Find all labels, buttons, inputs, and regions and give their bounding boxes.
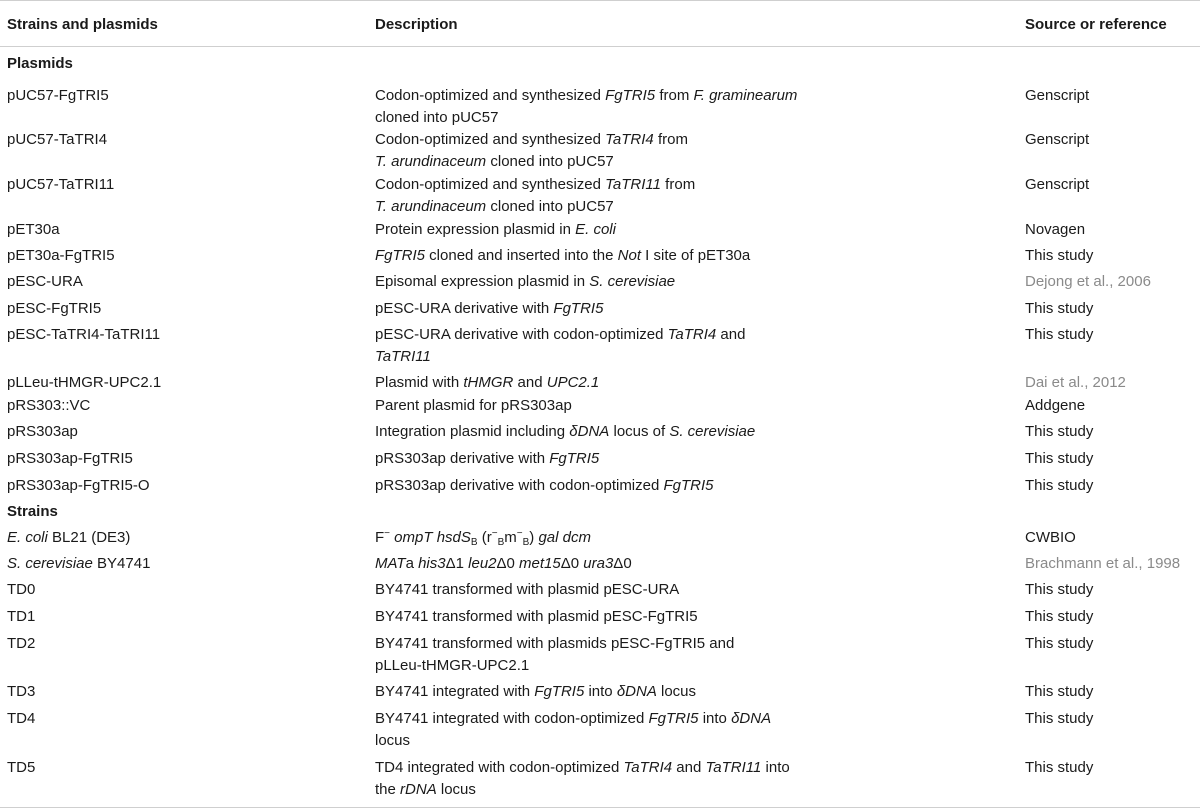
header-strains-plasmids: Strains and plasmids bbox=[0, 1, 375, 47]
strain-name: pRS303ap-FgTRI5 bbox=[7, 450, 133, 467]
description: Episomal expression plasmid in S. cerevisiae bbox=[375, 273, 676, 290]
table-row bbox=[0, 681, 1200, 708]
description: BY4741 transformed with plasmid pESC-URA bbox=[375, 581, 680, 598]
strain-name: TD5 bbox=[0, 757, 375, 807]
description: FgTRI5 cloned and inserted into the Not I site of pET30a bbox=[375, 247, 751, 264]
table-row bbox=[0, 527, 1200, 553]
table-row bbox=[0, 129, 1200, 174]
table-row bbox=[0, 708, 1200, 757]
strain-name: pRS303ap-FgTRI5-O bbox=[7, 477, 150, 494]
strain-name: E. coli BL21 (DE3) bbox=[7, 529, 131, 546]
source: This study bbox=[1025, 450, 1094, 467]
section-row bbox=[0, 47, 1200, 82]
source-reference-link[interactable]: Dejong et al., 2006 bbox=[1025, 273, 1151, 290]
description: F− ompT hsdS$_B$ $(r^-_Bm^-_B)$ gal dcm bbox=[375, 528, 591, 548]
source: Genscript bbox=[1025, 87, 1090, 104]
strain-name: TD0 bbox=[7, 581, 36, 598]
description: pESC-URA derivative with codon-optimized TaTRI4 and TaTRI11 bbox=[375, 326, 746, 365]
source-reference-link[interactable]: Brachmann et al., 1998 bbox=[1025, 555, 1181, 572]
table-row bbox=[0, 757, 1200, 807]
strain-name: pESC-TaTRI4-TaTRI11 bbox=[7, 326, 161, 343]
strain-name: pRS303ap bbox=[7, 423, 78, 440]
strain-name: TD2 bbox=[7, 635, 36, 652]
strain-name: TD3 bbox=[7, 683, 36, 700]
table-row bbox=[0, 81, 1200, 129]
strain-name: TD1 bbox=[7, 608, 36, 625]
description: BY4741 transformed with plasmid pESC-FgTRI5 bbox=[375, 608, 698, 625]
table-row bbox=[0, 448, 1200, 475]
description: pRS303ap derivative with codon-optimized FgTRI5 bbox=[375, 477, 714, 494]
strain-name: pUC57-FgTRI5 bbox=[7, 87, 109, 104]
strain-name: pESC-URA bbox=[7, 273, 83, 290]
section-strains: Strains bbox=[7, 503, 58, 520]
source: CWBIO bbox=[1025, 529, 1076, 546]
source: This study bbox=[1025, 326, 1094, 343]
description: TD4 integrated with codon-optimized TaTRI4 and TaTRI11 into the rDNA locus bbox=[375, 757, 1025, 807]
source: Genscript bbox=[1025, 131, 1090, 148]
source: This study bbox=[1025, 608, 1094, 625]
description: Parent plasmid for pRS303ap bbox=[375, 397, 572, 414]
description: Integration plasmid including δDNA locus of S. cerevisiae bbox=[375, 423, 756, 440]
description: BY4741 integrated with FgTRI5 into δDNA locus bbox=[375, 683, 697, 700]
description: pRS303ap derivative with FgTRI5 bbox=[375, 450, 600, 467]
table-row bbox=[0, 475, 1200, 501]
table-row bbox=[0, 606, 1200, 633]
strain-name: TD4 bbox=[7, 710, 36, 727]
table-row bbox=[0, 579, 1200, 606]
source: This study bbox=[1025, 683, 1094, 700]
table-row bbox=[0, 219, 1200, 245]
description: BY4741 transformed with plasmids pESC-FgTRI5 and pLLeu-tHMGR-UPC2.1 bbox=[375, 635, 735, 674]
table-row bbox=[0, 553, 1200, 579]
description: Codon-optimized and synthesized TaTRI4 from T. arundinaceum cloned into pUC57 bbox=[375, 131, 688, 170]
description: Protein expression plasmid in E. coli bbox=[375, 221, 616, 238]
strain-name: pET30a-FgTRI5 bbox=[7, 247, 115, 264]
description: Codon-optimized and synthesized FgTRI5 from F. graminearum cloned into pUC57 bbox=[375, 87, 798, 126]
section-plasmids: Plasmids bbox=[7, 55, 73, 72]
table-row bbox=[0, 298, 1200, 324]
strain-name: S. cerevisiae BY4741 bbox=[7, 555, 151, 572]
table-row bbox=[0, 271, 1200, 298]
strain-name: pUC57-TaTRI11 bbox=[7, 176, 115, 193]
strain-name: pUC57-TaTRI4 bbox=[7, 131, 108, 148]
table-row bbox=[0, 324, 1200, 372]
source-reference-link[interactable]: Dai et al., 2012 bbox=[1025, 374, 1126, 391]
source: This study bbox=[1025, 710, 1094, 727]
description: BY4741 integrated with codon-optimized FgTRI5 into δDNA locus bbox=[375, 710, 772, 749]
source: This study bbox=[1025, 300, 1094, 317]
header-source: Source or reference bbox=[1025, 1, 1200, 47]
description: MATa his3Δ1 leu2Δ0 met15Δ0 ura3Δ0 bbox=[375, 555, 632, 572]
header-row bbox=[0, 1, 1200, 47]
source: This study bbox=[1025, 477, 1094, 494]
source: This study bbox=[1025, 635, 1094, 652]
strain-name: pET30a bbox=[7, 221, 60, 238]
table-row bbox=[0, 395, 1200, 421]
table-row bbox=[0, 245, 1200, 271]
strain-name: pESC-FgTRI5 bbox=[7, 300, 102, 317]
source: Genscript bbox=[1025, 176, 1090, 193]
source: Addgene bbox=[1025, 397, 1086, 414]
table-row bbox=[0, 421, 1200, 448]
description: pESC-URA derivative with FgTRI5 bbox=[375, 300, 604, 317]
strain-name: pRS303::VC bbox=[7, 397, 91, 414]
description: Codon-optimized and synthesized TaTRI11 from T. arundinaceum cloned into pUC57 bbox=[375, 176, 696, 215]
source: This study bbox=[1025, 423, 1094, 440]
table-row bbox=[0, 372, 1200, 395]
table-row bbox=[0, 633, 1200, 681]
section-row bbox=[0, 501, 1200, 527]
strain-name: pLLeu-tHMGR-UPC2.1 bbox=[7, 374, 162, 391]
source: This study bbox=[1025, 247, 1094, 264]
header-description: Description bbox=[375, 1, 1025, 47]
description: Plasmid with tHMGR and UPC2.1 bbox=[375, 374, 600, 391]
source: This study bbox=[1025, 581, 1094, 598]
source: This study bbox=[1025, 757, 1200, 807]
source: Novagen bbox=[1025, 221, 1086, 238]
table-row bbox=[0, 174, 1200, 219]
